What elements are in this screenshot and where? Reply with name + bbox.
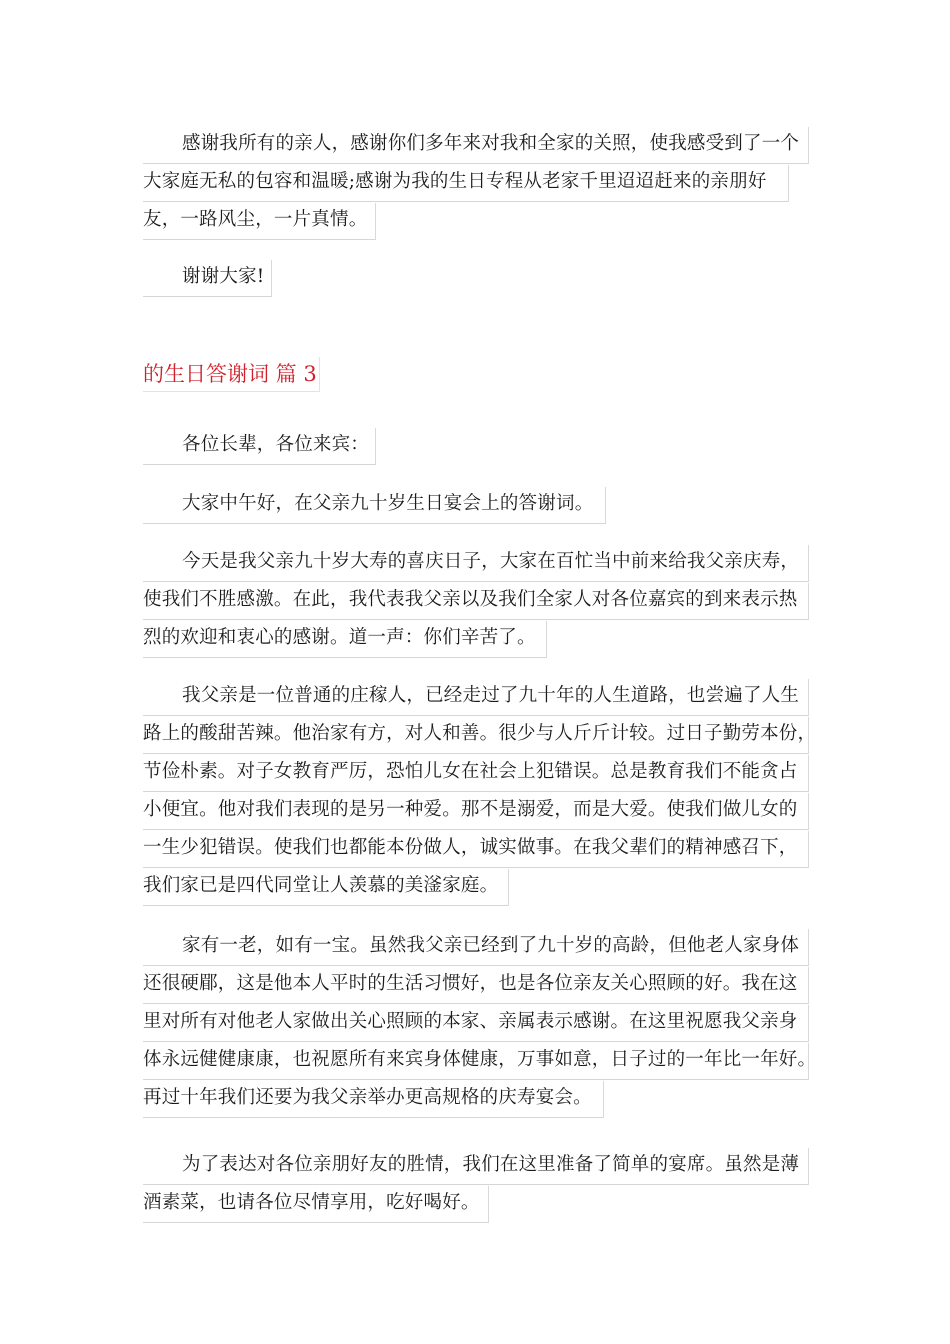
text-line: 路上的酸甜苦辣。他治家有方，对人和善。很少与人斤斤计较。过日子勤劳本份， <box>143 717 808 755</box>
section-heading: 的生日答谢词 篇 3 <box>143 357 320 392</box>
paragraph-thanks <box>143 260 808 298</box>
text-line: 还很硬郿，这是他本人平时的生活习惯好，也是各位亲友关心照顾的好。我在这 <box>143 967 808 1005</box>
text-line: 再过十年我们还要为我父亲举办更高规格的庆寿宴会。 <box>143 1081 808 1119</box>
paragraph-greeting <box>143 487 808 525</box>
text-line: 我父亲是一位普通的庄稼人，已经走过了九十年的人生道路，也尝遍了人生 <box>143 679 808 717</box>
text-line: 感谢我所有的亲人，感谢你们多年来对我和全家的关照，使我感受到了一个 <box>143 127 808 165</box>
text-line: 为了表达对各位亲朋好友的胜情，我们在这里准备了简单的宴席。虽然是薄 <box>143 1148 808 1186</box>
text-line: 今天是我父亲九十岁大寿的喜庆日子，大家在百忙当中前来给我父亲庆寿， <box>143 545 808 583</box>
text-line: 一生少犯错误。使我们也都能本份做人，诚实做事。在我父辈们的精神感召下， <box>143 831 808 869</box>
text-line: 各位长辈，各位来宾： <box>143 428 808 466</box>
text-line: 大家庭无私的包容和温暖;感谢为我的生日专程从老家千里迢迢赶来的亲朋好 <box>143 165 808 203</box>
text-line: 大家中午好，在父亲九十岁生日宴会上的答谢词。 <box>143 487 808 525</box>
paragraph-birthday-thanks <box>143 545 808 659</box>
text-line: 酒素菜，也请各位尽情享用，吃好喝好。 <box>143 1186 808 1224</box>
text-line: 谢谢大家! <box>143 260 808 298</box>
text-line: 节俭朴素。对子女教育严厉，恐怕儿女在社会上犯错误。总是教育我们不能贪占 <box>143 755 808 793</box>
text-line: 烈的欢迎和衷心的感谢。道一声：你们辛苦了。 <box>143 621 808 659</box>
text-line: 我们家已是四代同堂让人羡慕的美滏家庭。 <box>143 869 808 907</box>
text-line: 体永远健健康康，也祝愿所有来宾身体健康，万事如意，日子过的一年比一年好。 <box>143 1043 808 1081</box>
paragraph-family-thanks <box>143 127 808 241</box>
text-line: 里对所有对他老人家做出关心照顾的本家、亲属表示感谢。在这里祝愿我父亲身 <box>143 1005 808 1043</box>
paragraph-blessings <box>143 929 817 1119</box>
paragraph-banquet <box>143 1148 808 1224</box>
paragraph-father-description <box>143 679 817 907</box>
text-line: 小便宜。他对我们表现的是另一种爱。那不是溺爱，而是大爱。使我们做儿女的 <box>143 793 808 831</box>
text-line: 友，一路风尘，一片真情。 <box>143 203 808 241</box>
text-line: 家有一老，如有一宝。虽然我父亲已经到了九十岁的高龄，但他老人家身体 <box>143 929 808 967</box>
paragraph-salutation <box>143 428 808 466</box>
text-line: 使我们不胜感激。在此，我代表我父亲以及我们全家人对各位嘉宾的到来表示热 <box>143 583 808 621</box>
